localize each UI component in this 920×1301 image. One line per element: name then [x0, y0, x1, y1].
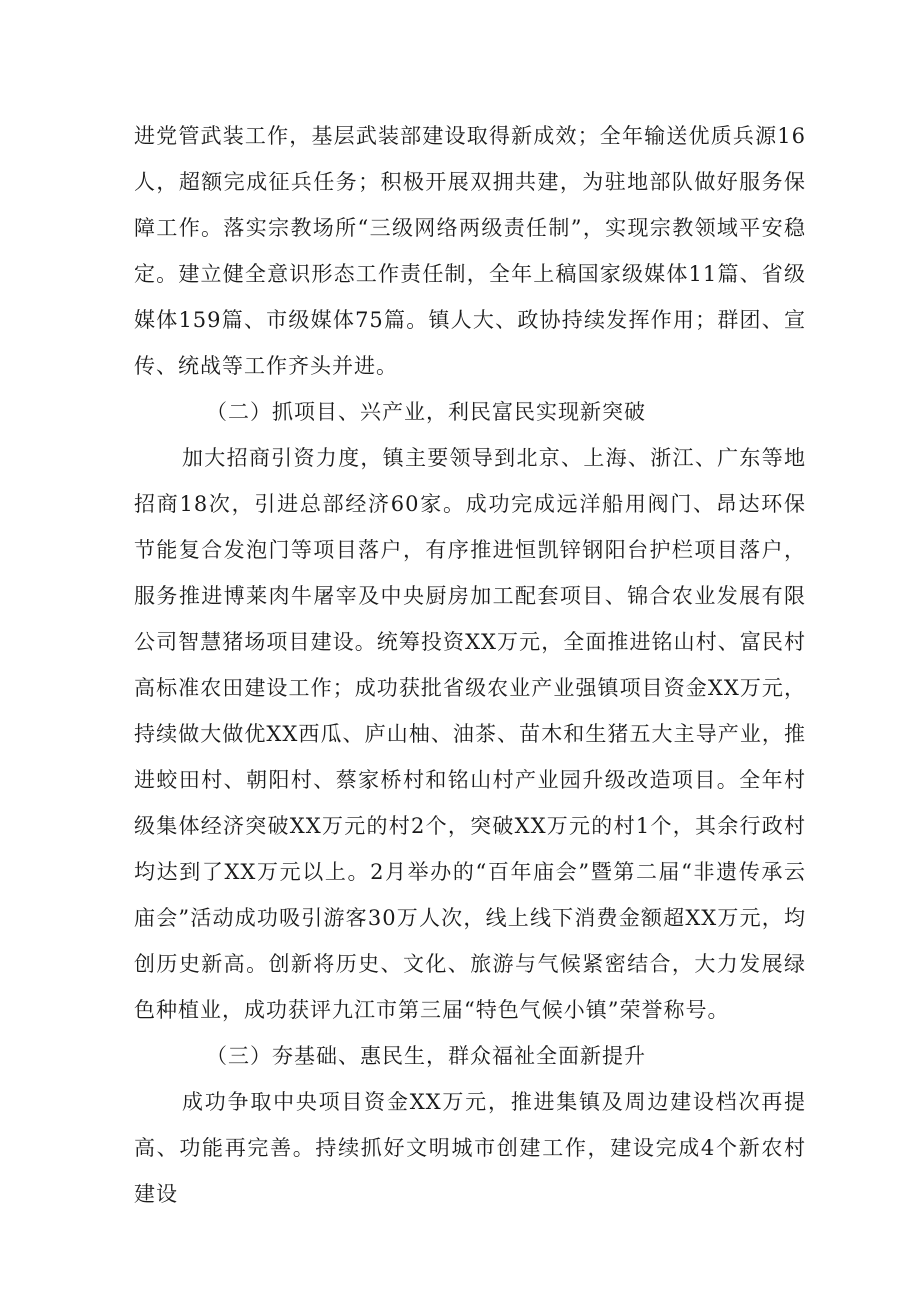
paragraph-party-military-work: 进党管武装工作，基层武装部建设取得新成效；全年输送优质兵源16人，超额完成征兵任务；积极开展双拥共建，为驻地部队做好服务保障工作。落实宗教场所“三级网络两级责任制”，实现宗教领域平安稳定。建立健全意识形态工作责任制，全年上稿国家级媒体11篇、省级媒体159篇、市级媒体75篇。镇人大、政协持续发挥作用；群团、宣传、统战等工作齐头并进。 [134, 124, 806, 378]
paragraph-central-funds: 成功争取中央项目资金XX万元，推进集镇及周边建设档次再提高、功能再完善。持续抓好文明城市创建工作，建设完成4个新农村建设 [134, 1090, 806, 1206]
section-heading-projects-industry: （二）抓项目、兴产业，利民富民实现新突破 [206, 400, 646, 424]
paragraph-investment-industry: 加大招商引资力度，镇主要领导到北京、上海、浙江、广东等地招商18次，引进总部经济60家。成功完成远洋船用阀门、昂达环保节能复合发泡门等项目落户，有序推进恒凯锌钢阳台护栏项目落户，服务推进博莱肉牛屠宰及中央厨房加工配套项目、锦合农业发展有限公司智慧猪场项目建设。统筹投资XX万元，全面推进铭山村、富民村高标准农田建设工作；成功获批省级农业产业强镇项目资金XX万元，持续做大做优XX西瓜、庐山柚、油茶、苗木和生猪五大主导产业，推进蛟田村、朝阳村、蔡家桥村和铭山村产业园升级改造项目。全年村级集体经济突破XX万元的村2个，突破XX万元的村1个，其余行政村均达到了XX万元以上。2月举办的“百年庙会”暨第二届“非遗传承云庙会”活动成功吸引游客30万人次，线上线下消费金额超XX万元，均创历史新高。创新将历史、文化、旅游与气候紧密结合，大力发展绿色种植业，成功获评九江市第三届“特色气候小镇”荣誉称号。 [134, 446, 806, 1022]
section-heading-livelihood: （三）夯基础、惠民生，群众福祉全面新提升 [206, 1044, 646, 1068]
document-body [134, 113, 806, 1217]
